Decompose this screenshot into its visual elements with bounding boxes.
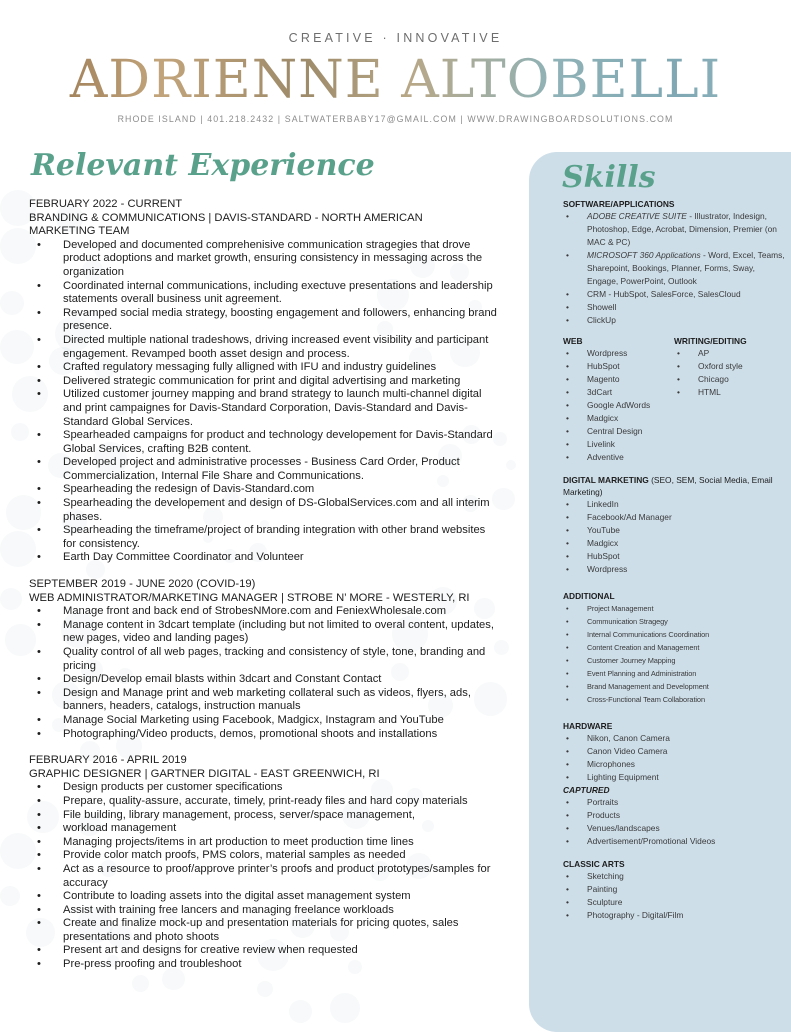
list-item: • Prepare, quality-assure, accurate, timely, print-ready files and hard copy materials [63, 795, 499, 809]
list-item: • Delivered strategic communication for print and digital advertising and marketing [63, 375, 499, 389]
list-item: • MICROSOFT 360 Applications - Word, Excel, Teams, Sharepoint, Bookings, Planner, Forms, Sway, Engage, PowerPoint, Outlook [587, 249, 785, 288]
list-item: • Showell [587, 301, 785, 314]
decorative-dot [506, 460, 516, 470]
list-item: • ADOBE CREATIVE SUITE - Illustrator, Indesign, Photoshop, Edge, Acrobat, Dimension, Premier (on MAC & PC) [587, 210, 785, 249]
list-item: • Sketching [587, 870, 785, 883]
list-item: • Adventive [587, 451, 674, 464]
web-list [563, 347, 674, 464]
classic-arts-heading: CLASSIC ARTS [563, 859, 625, 869]
writing-heading: WRITING/EDITING [674, 336, 747, 346]
list-item: • Sculpture [587, 896, 785, 909]
list-item: • Event Planning and Administration [587, 667, 785, 680]
list-item: • Internal Communications Coordination [587, 628, 785, 641]
list-item: • workload management [63, 822, 499, 836]
job-entry [29, 198, 499, 565]
list-item: • Utilized customer journey mapping and brand strategy to launch multi-channel digital and print campaignes for Davis-Standard Corporation, Davis-Standard and Davis-Standard Global Services. [63, 388, 499, 429]
list-item: • Earth Day Committee Coordinator and Volunteer [63, 551, 499, 565]
list-item: • Managing projects/items in art production to meet production time lines [63, 836, 499, 850]
list-item: • Developed project and administrative processes - Business Card Order, Product Commercialization, Internal File Share and Communications. [63, 456, 499, 483]
job-bullets [29, 239, 499, 565]
list-item: • Spearheading the developement and design of DS-GlobalServices.com and all interim phases. [63, 497, 499, 524]
list-item: • Spearheading the timeframe/project of branding integration with other brand websites for consistency. [63, 524, 499, 551]
list-item: • Customer Journey Mapping [587, 654, 785, 667]
list-item: • HubSpot [587, 550, 785, 563]
software-heading: SOFTWARE/APPLICATIONS [563, 199, 675, 209]
list-item: • Venues/landscapes [587, 822, 785, 835]
list-item: • Manage front and back end of StrobesNMore.com and FeniexWholesale.com [63, 605, 499, 619]
list-item: • Assist with training free lancers and managing freelance workloads [63, 904, 499, 918]
list-item: • Brand Management and Development [587, 680, 785, 693]
captured-list [563, 796, 785, 848]
list-item: • Advertisement/Promotional Videos [587, 835, 785, 848]
decorative-dot [11, 423, 29, 441]
job-dates: FEBRUARY 2022 - CURRENT [29, 198, 183, 210]
classic-arts-list [563, 870, 785, 922]
list-item: • Facebook/Ad Manager [587, 511, 785, 524]
job-dates: FEBRUARY 2016 - APRIL 2019 [29, 754, 187, 767]
list-item: • Present art and designs for creative review when requested [63, 944, 499, 958]
digital-marketing-list [563, 498, 785, 576]
list-item: • Manage Social Marketing using Facebook, Madgicx, Instagram and YouTube [63, 714, 499, 728]
list-item: • Microphones [587, 758, 785, 771]
relevant-experience-heading: Relevant Experience [31, 148, 375, 183]
writing-list [674, 347, 785, 399]
list-item: • Manage content in 3dcart template (including but not limited to overal content, updates, new pages, video and landing pages) [63, 619, 499, 646]
list-item: • Directed multiple national tradeshows, driving increased event visibility and participant engagement. Revamped booth asset design and process. [63, 334, 499, 361]
job-title: BRANDING & COMMUNICATIONS | DAVIS-STANDARD - NORTH AMERICAN [29, 211, 423, 224]
list-item: • Madgicx [587, 537, 785, 550]
contact-info: RHODE ISLAND | 401.218.2432 | SALTWATERBABY17@GMAIL.COM | WWW.DRAWINGBOARDSOLUTIONS.COM [117, 114, 674, 124]
list-item: • Spearheaded campaigns for product and technology developement for Davis-Standard Global Services, crafting B2B content. [63, 429, 499, 456]
list-item: • Content Creation and Management [587, 641, 785, 654]
list-item: • CRM - HubSpot, SalesForce, SalesCloud [587, 288, 785, 301]
job-bullets [29, 605, 499, 741]
list-item: • Pre-press proofing and troubleshoot [63, 958, 499, 972]
list-item: • Project Management [587, 602, 785, 615]
list-item: • Lighting Equipment [587, 771, 785, 784]
list-item: • Act as a resource to proof/approve printer’s proofs and product prototypes/samples for accuracy [63, 863, 499, 890]
decorative-dot [330, 993, 360, 1023]
list-item: • Design and Manage print and web marketing collateral such as videos, flyers, ads, banners, headers, catalogs, instruction manuals [63, 687, 499, 714]
list-item: • Oxford style [698, 360, 785, 373]
list-item: • Coordinated internal communications, including exectuve presentations and leadership statements overall business unit agreement. [63, 280, 499, 307]
list-item: • Crafted regulatory messaging fully alligned with IFU and industry guidelines [63, 361, 499, 375]
list-item: • Communication Stragegy [587, 615, 785, 628]
list-item: • HubSpot [587, 360, 674, 373]
job-title: GRAPHIC DESIGNER | GARTNER DIGITAL - EAST GREENWICH, RI [29, 767, 380, 780]
decorative-dot [0, 291, 24, 315]
list-item: • Google AdWords [587, 399, 674, 412]
list-item: • Wordpress [587, 563, 785, 576]
tagline: CREATIVE · INNOVATIVE [288, 31, 503, 45]
decorative-dot [0, 886, 20, 906]
additional-heading: ADDITIONAL [563, 591, 615, 601]
skills-section [563, 198, 785, 922]
candidate-name: ADRIENNE ALTOBELLI [0, 50, 791, 110]
hardware-heading: HARDWARE [563, 721, 613, 731]
list-item: • Chicago [698, 373, 785, 386]
list-item: • LinkedIn [587, 498, 785, 511]
list-item: • Photographing/Video products, demos, promotional shoots and installations [63, 728, 499, 742]
software-list [563, 210, 785, 327]
digital-marketing-heading: DIGITAL MARKETING (SEO, SEM, Social Media, Email Marketing) [563, 475, 773, 497]
web-heading: WEB [563, 336, 583, 346]
list-item: • Central Design [587, 425, 674, 438]
list-item: • Photography - Digital/Film [587, 909, 785, 922]
list-item: • Revamped social media strategy, boosting engagement and followers, enhancing brand presence. [63, 307, 499, 334]
list-item: • Canon Video Camera [587, 745, 785, 758]
list-item: • Design/Develop email blasts within 3dcart and Constant Contact [63, 673, 499, 687]
list-item: • HTML [698, 386, 785, 399]
decorative-dot [0, 588, 22, 610]
list-item: • Portraits [587, 796, 785, 809]
list-item: • ClickUp [587, 314, 785, 327]
list-item: • Create and finalize mock-up and presentation materials for pricing quotes, sales presentations and photo shoots [63, 917, 499, 944]
list-item: • Design products per customer specifications [63, 781, 499, 795]
skills-heading: Skills [562, 160, 656, 195]
list-item: • Madgicx [587, 412, 674, 425]
list-item: • Cross-Functional Team Collaboration [587, 693, 785, 706]
job-title: WEB ADMINISTRATOR/MARKETING MANAGER | STROBE N’ MORE - WESTERLY, RI [29, 591, 470, 604]
list-item: • YouTube [587, 524, 785, 537]
experience-section [29, 198, 499, 985]
job-entry [29, 754, 499, 972]
list-item: • File building, library management, process, server/space management, [63, 809, 499, 823]
list-item: • Quality control of all web pages, tracking and consistency of style, tone, branding and pricing [63, 646, 499, 673]
web-writing-columns [563, 335, 785, 464]
list-item: • Nikon, Canon Camera [587, 732, 785, 745]
list-item: • Provide color match proofs, PMS colors, material samples as needed [63, 849, 499, 863]
job-title: MARKETING TEAM [29, 225, 130, 238]
list-item: • Wordpress [587, 347, 674, 360]
list-item: • Contribute to loading assets into the digital asset management system [63, 890, 499, 904]
additional-list [563, 602, 785, 706]
job-bullets [29, 781, 499, 971]
list-item: • Livelink [587, 438, 674, 451]
list-item: • Developed and documented comprehenisive communication stragegies that drove product adoptions and market growth, ensuring consistency in messaging across the organization [63, 239, 499, 280]
decorative-dot [289, 1000, 312, 1023]
list-item: • Magento [587, 373, 674, 386]
list-item: • 3dCart [587, 386, 674, 399]
job-dates: SEPTEMBER 2019 - JUNE 2020 (COVID-19) [29, 578, 256, 591]
hardware-list [563, 732, 785, 784]
list-item: • AP [698, 347, 785, 360]
list-item: • Products [587, 809, 785, 822]
list-item: • Painting [587, 883, 785, 896]
captured-heading: CAPTURED [563, 785, 610, 795]
job-entry [29, 578, 499, 741]
list-item: • Spearheading the redesign of Davis-Standard.com [63, 483, 499, 497]
